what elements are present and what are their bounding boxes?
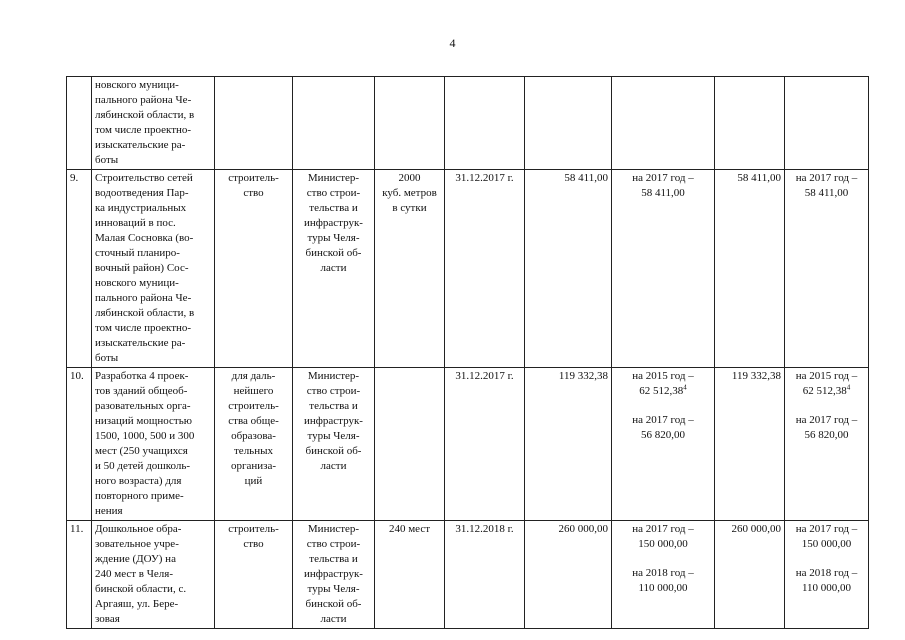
text-line: туры Челя-	[307, 583, 360, 595]
text-line: изыскательские ра-	[95, 139, 186, 151]
text-line: ство строи-	[306, 538, 361, 550]
purpose	[215, 170, 293, 368]
table-row	[67, 368, 869, 521]
text-line: нения	[95, 505, 123, 517]
row-number: 9.	[67, 170, 92, 368]
text-line: тов зданий общеоб-	[95, 385, 188, 397]
ministry	[293, 521, 375, 629]
text-line: ласти	[320, 460, 347, 472]
text-line: строитель-	[228, 400, 279, 412]
text-line: мест (250 учащихся	[95, 445, 188, 457]
text-line: ласти	[320, 262, 347, 274]
text-line: ного возраста) для	[95, 475, 182, 487]
text-line: тельства и	[309, 400, 358, 412]
financing-year: на 2015 год –	[795, 370, 858, 382]
spacer	[615, 552, 711, 566]
estimated-cost	[525, 77, 612, 170]
text-line: ждение (ДОУ) на	[95, 553, 176, 565]
object-name	[92, 368, 215, 521]
table-row	[67, 170, 869, 368]
text-line: куб. метров	[382, 187, 437, 199]
estimated-cost: 119 332,38	[525, 368, 612, 521]
text-line: 240 мест	[388, 523, 431, 535]
table-row	[67, 521, 869, 629]
text-line: инноваций в пос.	[95, 217, 176, 229]
text-line: ство строи-	[306, 187, 361, 199]
estimated-cost: 260 000,00	[525, 521, 612, 629]
purpose	[215, 77, 293, 170]
financing-year: на 2017 год –	[632, 172, 694, 184]
financing-amount: 110 000,00	[638, 582, 688, 594]
deadline: 31.12.2017 г.	[445, 368, 525, 521]
text-line: туры Челя-	[307, 232, 360, 244]
capacity	[375, 170, 445, 368]
financing-schedule	[612, 368, 715, 521]
text-line: вочный район) Сос-	[95, 262, 189, 274]
financing-amount: 56 820,00	[804, 429, 849, 441]
financing-amount: 150 000,00	[801, 538, 852, 550]
text-line: зовая	[95, 613, 120, 625]
table-row	[67, 77, 869, 170]
budget-cost: 58 411,00	[715, 170, 785, 368]
financing-amount: 58 411,00	[804, 187, 849, 199]
object-name	[92, 77, 215, 170]
financing-year: на 2015 год –	[632, 370, 694, 382]
text-line: ка индустриальных	[95, 202, 187, 214]
text-line: и 50 детей дошколь-	[95, 460, 191, 472]
text-line: боты	[95, 154, 119, 166]
row-number: 10.	[67, 368, 92, 521]
text-line: ства обще-	[228, 415, 279, 427]
purpose	[215, 521, 293, 629]
text-line: 240 мест в Челя-	[95, 568, 173, 580]
text-line: образова-	[231, 430, 276, 442]
text-line: 1500, 1000, 500 и 300	[95, 430, 195, 442]
financing-amount: 150 000,00	[638, 538, 688, 550]
text-line: бинской об-	[305, 598, 362, 610]
text-line: лябинской области, в	[95, 109, 195, 121]
text-line: том числе проектно-	[95, 124, 192, 136]
text-line: изыскательские ра-	[95, 337, 186, 349]
text-line: Министер-	[307, 523, 360, 535]
estimated-cost: 58 411,00	[525, 170, 612, 368]
text-line: туры Челя-	[307, 430, 360, 442]
budget-financing-schedule	[785, 77, 869, 170]
spacer	[788, 552, 865, 566]
financing-amount: 56 820,00	[641, 429, 685, 441]
footnote-marker: 4	[683, 383, 687, 392]
budget-financing-schedule	[785, 170, 869, 368]
budget-financing-schedule	[785, 368, 869, 521]
text-line: разовательных орга-	[95, 400, 191, 412]
deadline: 31.12.2018 г.	[445, 521, 525, 629]
text-line: пального района Че-	[95, 94, 192, 106]
text-line: Дошкольное обра-	[95, 523, 182, 535]
text-line: ций	[244, 475, 263, 487]
object-name	[92, 521, 215, 629]
deadline	[445, 77, 525, 170]
financing-amount: 62 512,38$^4$	[802, 383, 851, 397]
text-line: для даль-	[231, 370, 276, 382]
text-line: организа-	[230, 460, 277, 472]
capacity	[375, 77, 445, 170]
text-line: Строительство сетей	[95, 172, 193, 184]
text-line: зовательное учре-	[95, 538, 179, 550]
financing-schedule	[612, 521, 715, 629]
purpose	[215, 368, 293, 521]
text-line: бинской об-	[305, 247, 362, 259]
text-line: тельства и	[309, 202, 358, 214]
text-line: Министер-	[307, 172, 360, 184]
text-line: новского муници-	[95, 79, 179, 91]
financing-year: на 2017 год –	[632, 523, 694, 535]
text-line: бинской об-	[305, 445, 362, 457]
text-line: ство	[243, 187, 264, 199]
row-number: 11.	[67, 521, 92, 629]
text-line: в сутки	[392, 202, 427, 214]
text-line: инфраструк-	[304, 415, 363, 427]
text-line: сточный планиро-	[95, 247, 180, 259]
row-number	[67, 77, 92, 170]
text-line: лябинской области, в	[95, 307, 195, 319]
text-line: том числе проектно-	[95, 322, 192, 334]
object-table	[66, 76, 869, 629]
financing-schedule	[612, 77, 715, 170]
text-line: инфраструк-	[304, 568, 363, 580]
page-number: 4	[449, 36, 456, 50]
ministry	[293, 170, 375, 368]
budget-cost	[715, 77, 785, 170]
budget-financing-schedule	[785, 521, 869, 629]
text-line: бинской области, с.	[95, 583, 187, 595]
financing-year: на 2017 год –	[795, 172, 858, 184]
financing-year: на 2018 год –	[632, 567, 694, 579]
text-line: повторного приме-	[95, 490, 184, 502]
text-line: ство	[243, 538, 264, 550]
spacer	[615, 399, 711, 413]
object-name	[92, 170, 215, 368]
deadline: 31.12.2017 г.	[445, 170, 525, 368]
text-line: инфраструк-	[304, 217, 363, 229]
financing-amount: 110 000,00	[801, 582, 852, 594]
table-body	[67, 77, 869, 629]
text-line: пального района Че-	[95, 292, 192, 304]
text-line: низаций мощностью	[95, 415, 192, 427]
financing-amount: 58 411,00	[641, 187, 685, 199]
text-line: строитель-	[228, 523, 279, 535]
text-line: 2000	[398, 172, 421, 184]
text-line: Министер-	[307, 370, 360, 382]
ministry	[293, 77, 375, 170]
text-line: водоотведения Пар-	[95, 187, 189, 199]
capacity	[375, 368, 445, 521]
financing-year: на 2017 год –	[795, 414, 858, 426]
financing-schedule	[612, 170, 715, 368]
budget-cost: 119 332,38	[715, 368, 785, 521]
budget-cost: 260 000,00	[715, 521, 785, 629]
spacer	[788, 399, 865, 413]
financing-year: на 2017 год –	[795, 523, 858, 535]
capacity	[375, 521, 445, 629]
text-line: ласти	[320, 613, 347, 625]
text-line: нейшего	[233, 385, 274, 397]
text-line: ство строи-	[306, 385, 361, 397]
text-line: тельства и	[309, 553, 358, 565]
financing-amount: 62 512,38$^4$	[639, 383, 687, 397]
text-line: боты	[95, 352, 119, 364]
footnote-marker: 4	[846, 383, 851, 392]
text-line: Аргаяш, ул. Бере-	[95, 598, 179, 610]
text-line: тельных	[234, 445, 273, 457]
text-line: строитель-	[228, 172, 279, 184]
financing-year: на 2018 год –	[795, 567, 858, 579]
text-line: Малая Сосновка (во-	[95, 232, 194, 244]
text-line: Разработка 4 проек-	[95, 370, 189, 382]
text-line: новского муници-	[95, 277, 179, 289]
ministry	[293, 368, 375, 521]
financing-year: на 2017 год –	[632, 414, 694, 426]
